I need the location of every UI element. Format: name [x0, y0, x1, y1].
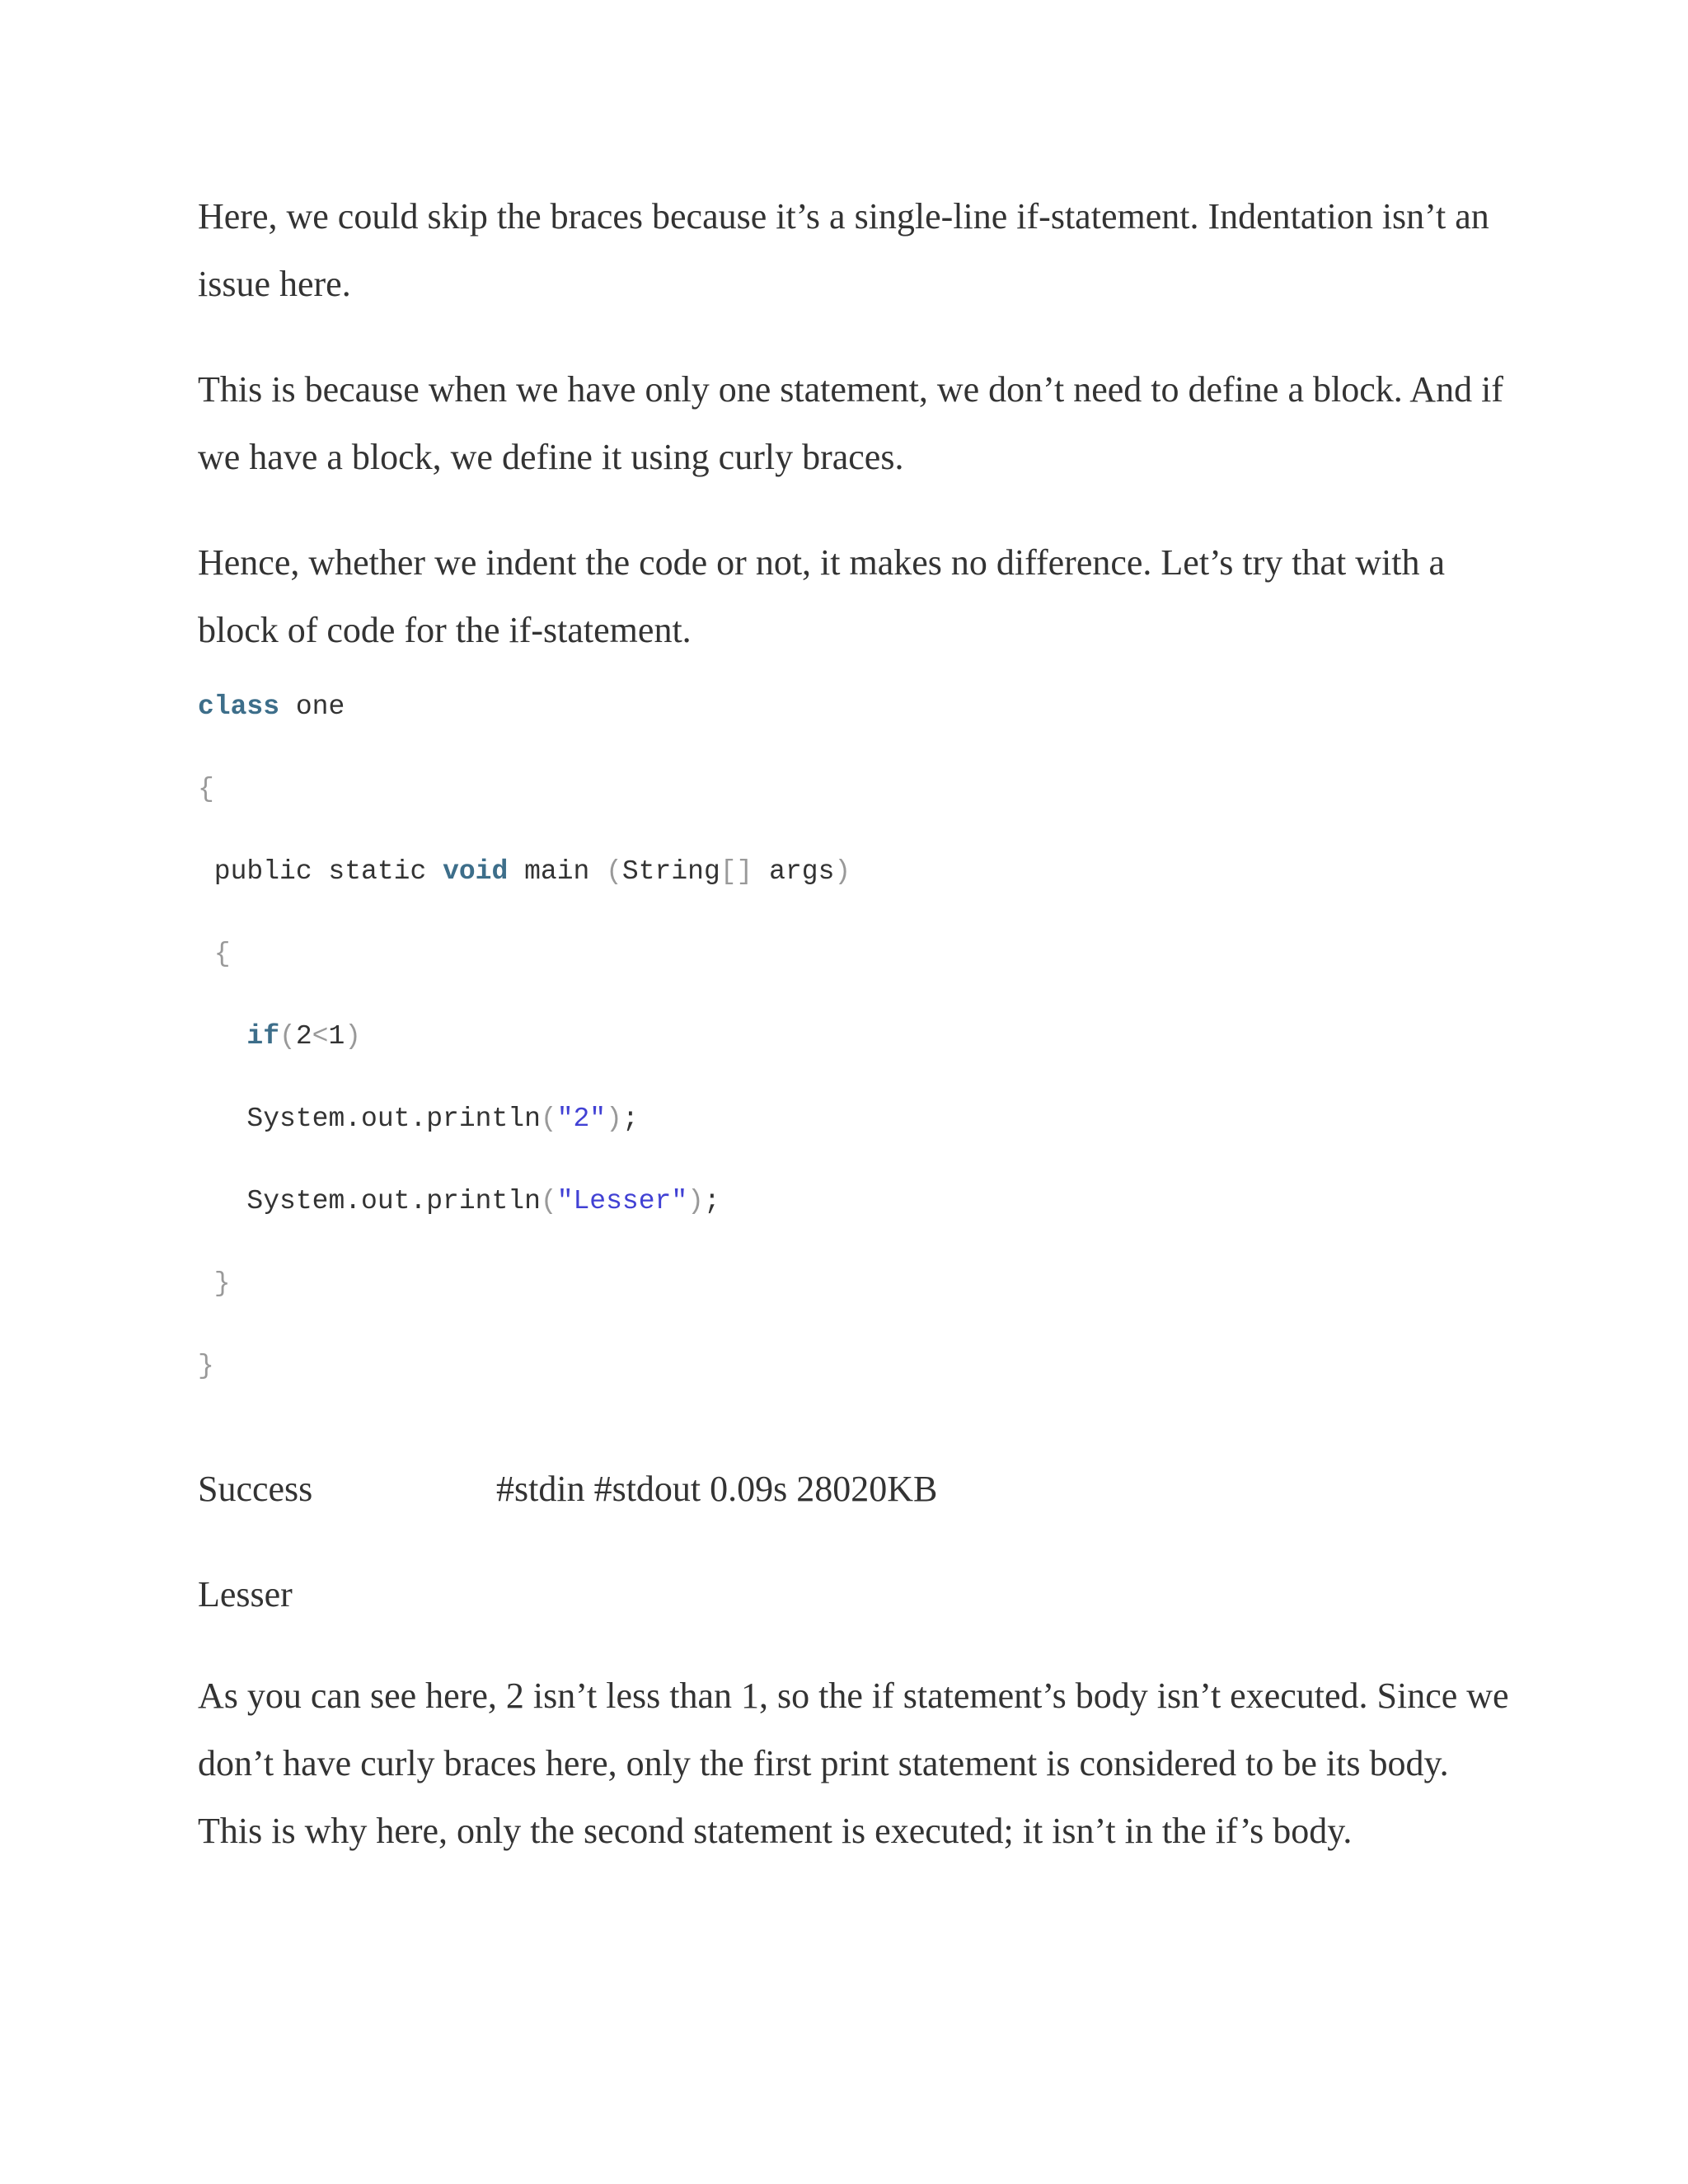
code-string: "2": [556, 1104, 607, 1134]
code-class-name: one: [279, 691, 345, 722]
code-line-6: [198, 1103, 639, 1136]
code-paren: (: [606, 856, 622, 887]
code-keyword: class: [198, 691, 280, 722]
program-output: Lesser: [198, 1574, 293, 1615]
code-indent: [198, 1104, 246, 1134]
code-call: System.out.println: [246, 1104, 541, 1134]
code-indent: [198, 1186, 246, 1216]
code-modifiers: public static: [198, 856, 443, 887]
code-method-name: main: [508, 856, 607, 887]
code-line-2: [198, 773, 214, 806]
code-semicolon: ;: [703, 1186, 720, 1216]
code-line-3: [198, 855, 851, 888]
paragraph-explanation: As you can see here, 2 isn’t less than 1, so the if statement’s body isn’t executed. Since we don’t have curly braces here, only the first print statement is considered to be its body. This is why here, only the second statement is executed; it isn’t in the if’s body.: [198, 1675, 1509, 1851]
code-keyword: if: [246, 1021, 280, 1052]
code-string: "Lesser": [556, 1186, 688, 1216]
code-brace: {: [198, 774, 214, 804]
code-type: String: [621, 856, 720, 887]
code-paren: ): [687, 1186, 704, 1216]
result-meta: #stdin #stdout 0.09s 28020KB: [496, 1469, 938, 1509]
code-call: System.out.println: [246, 1186, 541, 1216]
code-line-5: [198, 1020, 361, 1053]
paragraph-indentation: Hence, whether we indent the code or not, it makes no difference. Let’s try that with a block of code for the if-statement.: [198, 542, 1445, 650]
code-arg: args: [753, 856, 835, 887]
result-status: Success: [198, 1469, 313, 1509]
code-keyword: void: [443, 856, 509, 887]
code-brackets: []: [720, 856, 753, 887]
code-paren: ): [345, 1021, 362, 1052]
code-semicolon: ;: [621, 1104, 639, 1134]
code-paren: (: [540, 1104, 557, 1134]
code-paren: (: [540, 1186, 557, 1216]
code-paren: ): [606, 1104, 622, 1134]
code-line-9: [198, 1350, 214, 1383]
paragraph-block-definition: This is because when we have only one statement, we don’t need to define a block. And if we have a block, we define it using curly braces.: [198, 369, 1503, 477]
code-number: 2: [295, 1021, 312, 1052]
code-line-4: [198, 938, 231, 971]
code-indent: [198, 1021, 246, 1052]
code-paren: (: [279, 1021, 296, 1052]
code-number: 1: [328, 1021, 345, 1052]
code-line-8: [198, 1268, 231, 1301]
code-line-1: [198, 691, 345, 724]
code-brace: }: [198, 1351, 214, 1381]
code-operator: <: [312, 1021, 329, 1052]
code-brace: {: [198, 939, 231, 969]
paragraph-braces-skip: Here, we could skip the braces because it’s a single-line if-statement. Indentation isn’t an issue here.: [198, 196, 1489, 304]
code-line-7: [198, 1185, 720, 1218]
code-paren: ): [834, 856, 851, 887]
code-brace: }: [198, 1268, 231, 1299]
